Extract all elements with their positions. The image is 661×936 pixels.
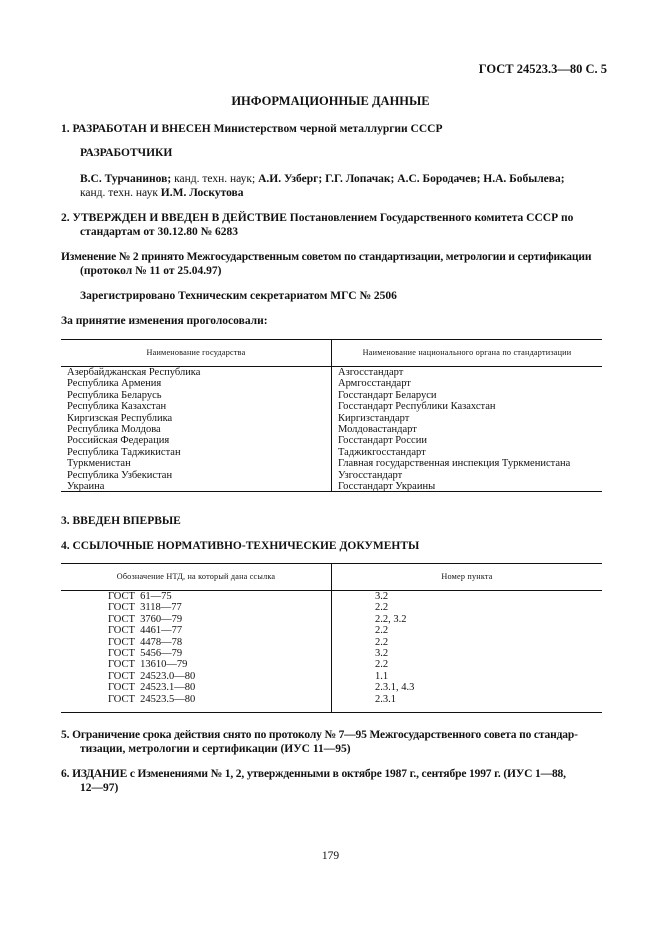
table1.bodies-item: Азгосстандарт [338, 367, 404, 378]
item-5-line-2: тизации, метрологии и сертификации (ИУС 11—95) [80, 743, 351, 755]
point-list [375, 591, 414, 705]
table2.docs-item: ГОСТ 5456—79 [108, 648, 183, 660]
table1.states-item: Республика Армения [67, 378, 162, 390]
table1-header-body: Наименование национального органа по стандартизации [362, 348, 572, 357]
table1.states-item: Республика Таджикистан [67, 446, 181, 458]
table1.states-item: Киргизская Республика [67, 412, 173, 424]
body-list [338, 367, 570, 492]
item-5-text: Ограничение срока действия снято по протоколу № 7—95 Межгосударственного совета по стандар- [72, 729, 578, 741]
item-2-num: 2. [61, 212, 70, 224]
item-3-num: 3. [61, 515, 70, 527]
developers-line-2 [80, 186, 244, 201]
table2.docs-item: ГОСТ 4461—77 [108, 625, 183, 637]
table1.bodies-item: Главная государственная инспекция Туркменистана [338, 458, 571, 470]
item-6-num: 6. [61, 768, 70, 780]
table2.docs-item: ГОСТ 3760—79 [108, 613, 183, 625]
table2-header-point: Номер пункта [441, 572, 493, 581]
table2-header-doc: Обозначение НТД, на который дана ссылка [116, 572, 276, 581]
table1.bodies-item: Молдовастандарт [338, 424, 417, 436]
references-table [61, 563, 602, 713]
table2.points-item: 2.2, 3.2 [375, 613, 407, 625]
item-2-text: Постановлением Государственного комитета СССР по [289, 212, 574, 224]
table1.states-item: Республика Молдова [67, 424, 161, 436]
item-5-num: 5. [61, 729, 70, 741]
voted-label: За принятие изменения проголосовали: [61, 315, 268, 327]
table2.points-item: 3.2 [375, 648, 389, 660]
table2.points-item: 2.2 [375, 625, 389, 637]
item-6-text: ИЗДАНИЕ с Изменениями № 1, 2, утвержденными в октябре 1987 г., сентябре 1997 г. (ИУС 1—88, [72, 768, 566, 780]
table2.points-item: 2.3.1 [375, 693, 396, 705]
item-5-line-1 [61, 728, 578, 743]
change-2-line-2: (протокол № 11 от 25.04.97) [80, 265, 222, 277]
table1.bodies-item: Узгосстандарт [338, 469, 403, 481]
table1.states-item: Туркменистан [67, 458, 131, 470]
item-3 [61, 514, 181, 529]
doc-list [108, 591, 195, 705]
table1.bodies-item: Госстандарт России [338, 435, 427, 447]
item-1-bold: РАЗРАБОТАН И ВНЕСЕН [72, 123, 211, 135]
table1.bodies-item: Киргизстандарт [338, 412, 410, 424]
voting-table [61, 339, 602, 492]
table2.docs-item: ГОСТ 61—75 [108, 591, 172, 602]
table2.docs-item: ГОСТ 24523.1—80 [108, 682, 196, 694]
table2.points-item: 2.2 [375, 636, 389, 648]
item-4 [61, 539, 419, 554]
registered-note: Зарегистрировано Техническим секретариатом МГС № 2506 [80, 290, 397, 302]
table1.states-item: Республика Беларусь [67, 389, 162, 401]
table2.points-item: 2.2 [375, 602, 389, 614]
table1.bodies-item: Госстандарт Республики Казахстан [338, 401, 496, 413]
change-2-line-1: Изменение № 2 принято Межгосударственным советом по стандартизации, метрологии и сертификации [61, 251, 592, 263]
item-1-num: 1. [61, 123, 70, 135]
developer-name: И.М. Лоскутова [160, 187, 244, 199]
item-6-line-1 [61, 767, 566, 782]
table2.docs-item: ГОСТ 4478—78 [108, 636, 183, 648]
table2.points-item: 2.2 [375, 659, 389, 671]
item-1 [61, 122, 443, 137]
table1.bodies-item: Госстандарт Украины [338, 481, 436, 493]
table1.bodies-item: Таджикгосстандарт [338, 446, 426, 458]
developer-name: В.С. Турчанинов; [80, 173, 172, 185]
item-2-line-1 [61, 211, 573, 226]
table1.states-item: Республика Узбекистан [67, 469, 173, 481]
table1.states-item: Азербайджанская Республика [67, 367, 201, 378]
table2.docs-item: ГОСТ 13610—79 [108, 659, 188, 671]
table2.docs-item: ГОСТ 24523.5—80 [108, 693, 196, 705]
developer-names: А.И. Узберг; Г.Г. Лопачак; А.С. Бородачев; Н.А. Бобылева; [258, 173, 565, 185]
item-2-line-2: стандартам от 30.12.80 № 6283 [80, 226, 239, 238]
degree-text: канд. техн. наук [80, 187, 161, 199]
table1-header-state: Наименование государства [146, 348, 246, 357]
table1.states-item: Российская Федерация [67, 435, 170, 447]
degree-text: канд. техн. наук; [171, 173, 259, 185]
developers-line-1 [80, 172, 565, 187]
table2.points-item: 1.1 [375, 670, 389, 682]
item-4-num: 4. [61, 540, 70, 552]
table2.docs-item: ГОСТ 24523.0—80 [108, 670, 196, 682]
item-4-text: ССЫЛОЧНЫЕ НОРМАТИВНО-ТЕХНИЧЕСКИЕ ДОКУМЕНТЫ [72, 540, 420, 552]
item-1-text: Министерством черной металлургии СССР [213, 123, 443, 135]
table2.points-item: 3.2 [375, 591, 389, 602]
item-2-bold: УТВЕРЖДЕН И ВВЕДЕН В ДЕЙСТВИЕ [72, 212, 287, 224]
item-3-text: ВВЕДЕН ВПЕРВЫЕ [72, 515, 181, 527]
page-header-gost-ref: ГОСТ 24523.3—80 С. 5 [478, 62, 607, 76]
state-list [67, 367, 200, 492]
table2.docs-item: ГОСТ 3118—77 [108, 602, 182, 614]
table1.states-item: Республика Казахстан [67, 401, 167, 413]
page-title: ИНФОРМАЦИОННЫЕ ДАННЫЕ [231, 94, 430, 108]
table1.bodies-item: Армгосстандарт [338, 378, 411, 390]
item-6-line-2: 12—97) [80, 782, 119, 794]
page-number: 179 [321, 850, 340, 862]
table1.states-item: Украина [67, 481, 105, 493]
table1.bodies-item: Госстандарт Беларуси [338, 389, 437, 401]
developers-heading: РАЗРАБОТЧИКИ [80, 147, 173, 159]
table2.points-item: 2.3.1, 4.3 [375, 682, 415, 694]
